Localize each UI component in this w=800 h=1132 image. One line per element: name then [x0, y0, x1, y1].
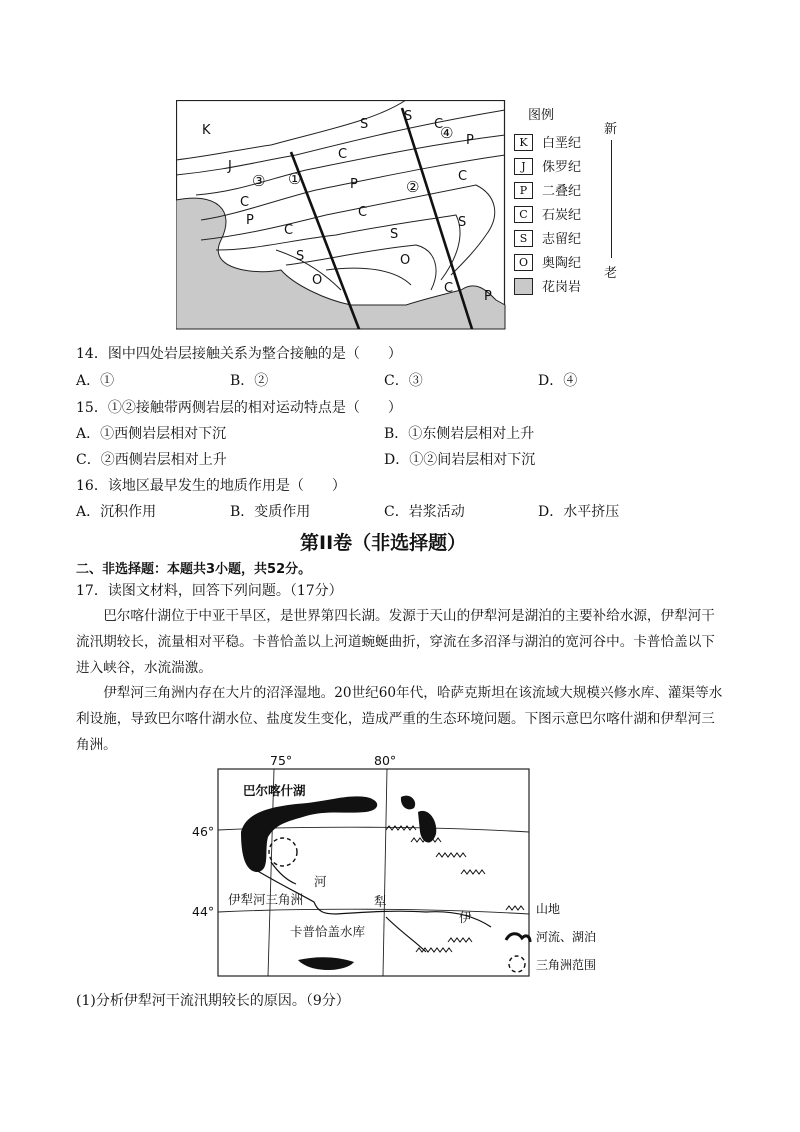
stratum-P: P [350, 177, 358, 192]
stratum-C: C [338, 147, 348, 162]
marker-3: ③ [252, 172, 266, 190]
balkhash-map [186, 752, 626, 982]
option-14-b[interactable]: B．② [230, 373, 269, 389]
stratum-P: P [484, 289, 492, 304]
stratum-C: C [444, 281, 454, 296]
river-label-li: 犁 [374, 894, 387, 909]
option-16-b[interactable]: B．变质作用 [230, 504, 311, 520]
option-16-a[interactable]: A．沉积作用 [76, 504, 157, 520]
part2-title: 第II卷（非选择题） [300, 532, 467, 554]
stratum-C: C [434, 117, 444, 132]
question-15-stem: 15．①②接触带两侧岩层的相对运动特点是（ ） [76, 400, 402, 416]
question-14-stem: 14．图中四处岩层接触关系为整合接触的是（ ） [76, 346, 402, 362]
material-paragraph-2: 伊犁河三角洲内存在大片的沼泽湿地。20世纪60年代，哈萨克斯坦在该流域大规模兴修水库、灌渠等水利设施，导致巴尔喀什湖水位、盐度发生变化，造成严重的生态环境问题。下图示意巴尔喀什湖和伊犁河三角洲。 [76, 685, 723, 753]
river-label-he: 河 [314, 874, 327, 889]
age-new-label: 新 [604, 122, 618, 137]
question-17-stem: 17．读图文材料，回答下列问题。（17分） [76, 583, 343, 599]
stratum-P: P [466, 133, 474, 148]
stratum-C: C [240, 195, 250, 210]
option-15-d[interactable]: D．①②间岩层相对下沉 [384, 452, 536, 468]
marker-1: ① [288, 170, 302, 188]
option-16-c[interactable]: C．岩浆活动 [384, 504, 465, 520]
delta-label: 伊犁河三角洲 [228, 892, 304, 907]
stratum-S: S [404, 109, 413, 124]
option-14-c[interactable]: C．③ [384, 373, 423, 389]
question-16-stem: 16．该地区最早发生的地质作用是（ ） [76, 478, 346, 494]
option-15-a[interactable]: A．①西侧岩层相对下沉 [76, 426, 227, 442]
stratum-S: S [296, 249, 305, 264]
stratum-J: J [228, 159, 232, 174]
geology-legend: 图例 K 白垩纪 J 侏罗纪 P 二叠纪 C 石炭纪 S 志留纪 O 奥陶纪 花岗岩 [514, 104, 624, 304]
lat-44-label: 44° [192, 904, 215, 919]
option-14-a[interactable]: A．① [76, 373, 115, 389]
stratum-O: O [312, 273, 323, 288]
legend-mountain: 山地 [536, 902, 561, 916]
age-old-label: 老 [604, 266, 618, 281]
lat-46-label: 46° [192, 824, 215, 839]
legend-river-lake: 河流、湖泊 [536, 930, 597, 944]
stratum-C: C [284, 223, 294, 238]
option-16-d[interactable]: D．水平挤压 [538, 504, 620, 520]
reservoir-label: 卡普恰盖水库 [290, 924, 366, 939]
age-axis-line [611, 140, 612, 258]
stratum-C: C [358, 205, 368, 220]
stratum-S: S [458, 215, 467, 230]
geology-map [176, 100, 506, 330]
lon-75-label: 75° [270, 753, 293, 768]
option-15-c[interactable]: C．②西侧岩层相对上升 [76, 452, 227, 468]
option-14-d[interactable]: D．④ [538, 373, 578, 389]
material-paragraph-1: 巴尔喀什湖位于中亚干旱区，是世界第四长湖。发源于天山的伊犁河是湖泊的主要补给水源，伊犁河干流汛期较长，流量相对平稳。卡普恰盖以上河道蜿蜒曲折，穿流在多沼泽与湖泊的宽河谷中。卡普恰盖以下进入峡谷，水流湍激。 [76, 608, 715, 676]
lon-80-label: 80° [374, 753, 397, 768]
section-header: 二、非选择题：本题共3小题，共52分。 [76, 562, 312, 577]
stratum-S: S [360, 117, 369, 132]
marker-2: ② [406, 178, 420, 196]
legend-title: 图例 [528, 108, 555, 123]
stratum-K: K [202, 123, 211, 138]
river-label-yi: 伊 [459, 910, 472, 925]
marker-4: ④ [440, 124, 454, 142]
stratum-O: O [400, 253, 411, 268]
stratum-P: P [246, 213, 254, 228]
question-17-sub-1: (1)分析伊犁河干流汛期较长的原因。（9分） [76, 993, 350, 1009]
stratum-S: S [390, 227, 399, 242]
stratum-C: C [458, 169, 468, 184]
lake-label: 巴尔喀什湖 [243, 783, 306, 798]
option-15-b[interactable]: B．①东侧岩层相对上升 [384, 426, 535, 442]
legend-delta: 三角洲范围 [536, 958, 597, 972]
